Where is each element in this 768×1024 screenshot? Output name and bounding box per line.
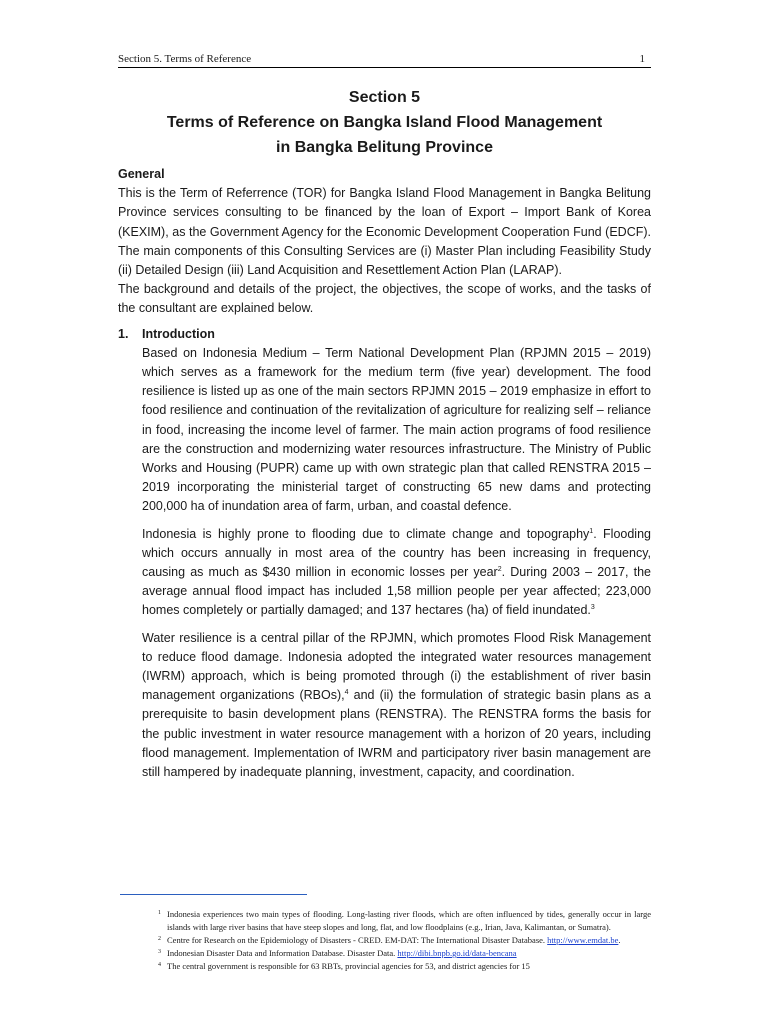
footnote-text: Indonesia experiences two main types of flooding. Long-lasting river floods, which are often influenced by tides, generally occur in large islands with large river basins that have steep slopes and long, flat, and low floodplains (e.g., Irian, Java, Kalimantan, or Sumatra). xyxy=(167,909,651,932)
intro-p2-text-c: . During 2003 – 2017, the average annual flood impact has included 1,58 million people per year affected; 223,000 homes completely or partially damaged; and 137 hectares (ha) of field inundated. xyxy=(142,565,652,618)
body-content xyxy=(118,165,651,782)
intro-paragraph-3 xyxy=(142,629,651,783)
intro-paragraph-2 xyxy=(142,525,651,621)
section-number: 1. xyxy=(118,326,129,341)
page-header xyxy=(118,51,651,68)
footnote-3 xyxy=(158,947,651,960)
general-paragraph-2: The background and details of the project, the objectives, the scope of works, and the tasks of the consultant are explained below. xyxy=(118,282,651,316)
title-line-1: Section 5 xyxy=(348,89,421,106)
introduction-heading xyxy=(118,325,651,344)
footnote-body xyxy=(167,947,651,960)
intro-p3-text-b: and (ii) the formulation of strategic basin plans as a prerequisite to basin development plans (RENSTRA). The RENSTRA forms the basis for the public investment in water resource management with a horizon of 20 years, including flood management. Implementation of IWRM and participatory river basin management are still hampered by inadequate planning, investment, capacity, and coordination. xyxy=(142,688,651,780)
intro-p2-text-b: . Flooding which occurs annually in most area of the country has been increasing in frequency, causing as much as $430 million in economic losses per year xyxy=(142,526,651,580)
footnote-1 xyxy=(158,908,651,934)
footnote-link[interactable]: http://www.emdat.be xyxy=(547,935,619,945)
intro-p2-text-a: Indonesia is highly prone to flooding due to climate change and topography xyxy=(142,526,590,541)
page-number: 1 xyxy=(639,53,645,65)
general-paragraph-1: This is the Term of Referrence (TOR) for Bangka Island Flood Management in Bangka Belitung Province services consulting to be financed by the loan of Export – Import Bank of Korea (KEXIM), as the Government Agency for the Economic Development Cooperation Fund (EDCF). The main components of this Consulting Services are (i) Master Plan including Feasibility Study (ii) Detailed Design (iii) Land Acquisition and Resettlement Action Plan (LARAP). xyxy=(118,186,651,278)
title-line-3: in Bangka Belitung Province xyxy=(276,139,493,156)
intro-p3-text-a: Water resilience is a central pillar of the RPJMN, which promotes Flood Risk Management to reduce flood damage. Indonesia adopted the integrated water resources management (IWRM) approach, which is being promoted through (i) the establishment of river basin management organizations (RBOs), xyxy=(142,630,651,703)
footnotes xyxy=(158,908,651,973)
footnote-punct: . xyxy=(618,935,621,945)
footnote-ref-1[interactable]: 1 xyxy=(589,527,594,535)
footnote-mark: 3 xyxy=(158,949,161,955)
footnote-ref-3[interactable]: 3 xyxy=(590,604,595,612)
footnote-2 xyxy=(158,934,651,947)
section-heading: Introduction xyxy=(142,326,215,341)
footnote-text: Centre for Research on the Epidemiology of Disasters - CRED. EM-DAT: The International Disaster Database. xyxy=(167,935,546,945)
footnote-mark: 4 xyxy=(158,962,161,968)
footnote-link[interactable]: http://dibi.bnpb.go.id/data-bencana xyxy=(397,948,517,958)
footnote-mark: 1 xyxy=(158,910,161,916)
footnote-mark: 2 xyxy=(158,936,161,942)
document-title xyxy=(118,85,651,160)
footnote-text: Indonesian Disaster Data and Information Database. Disaster Data. xyxy=(167,948,396,958)
title-line-2: Terms of Reference on Bangka Island Flood Management xyxy=(166,114,603,131)
footnote-body xyxy=(167,934,651,947)
footnote-separator xyxy=(120,894,307,895)
intro-paragraph-1: Based on Indonesia Medium – Term National Development Plan (RPJMN 2015 – 2019) which serves as a framework for the medium term (five year) development. The food resilience is listed up as one of the main sectors RPJMN 2015 – 2019 emphasize in effort to food resilience and continuation of the revitalization of agriculture for realizing self – reliance in food, increasing the income level of farmer. The main action programs of food resilience are the construction and modernizing water resources infrastructure. The Ministry of Public Works and Housing (PUPR) came up with own strategic plan that called RENSTRA 2015 – 2019 incorporating the ministerial target of constructing 65 new dams and protecting 200,000 ha of inundation area of farm, urban, and coastal defence. xyxy=(142,345,651,514)
header-text: Section 5. Terms of Reference xyxy=(118,53,252,65)
footnote-text: The central government is responsible for 63 RBTs, provincial agencies for 53, and district agencies for 15 xyxy=(167,961,530,971)
footnote-4 xyxy=(158,960,651,973)
footnote-ref-4[interactable]: 4 xyxy=(344,689,349,697)
general-heading: General xyxy=(118,167,165,181)
introduction-body xyxy=(142,344,651,782)
footnote-ref-2[interactable]: 2 xyxy=(497,566,502,574)
